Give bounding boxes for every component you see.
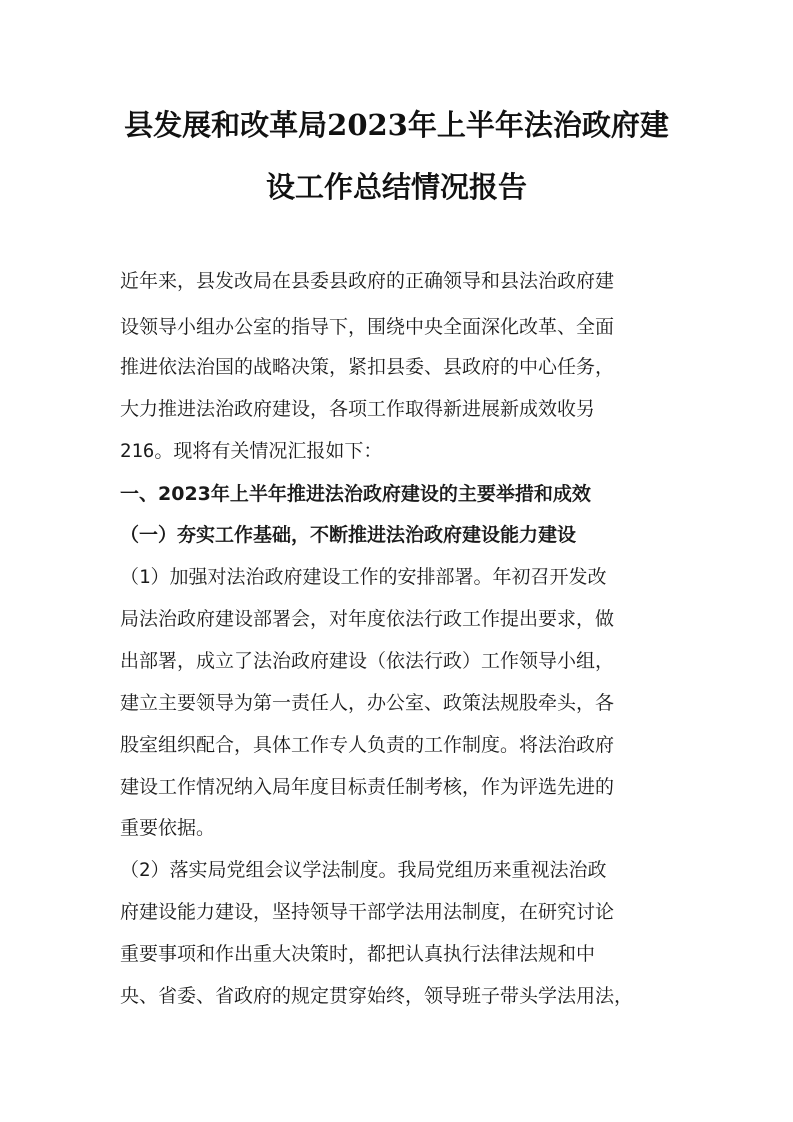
paragraph-line: 大力推进法治政府建设，各项工作取得新进展新成效收另 [120,398,596,420]
document-title-line-1: 县发展和改革局2023年上半年法治政府建 [124,108,669,142]
paragraph-line: 216。现将有关情况汇报如下： [120,440,383,462]
paragraph-line: 局法治政府建设部署会，对年度依法行政工作提出要求，做 [120,608,615,630]
subsection-heading: （一）夯实工作基础，不断推进法治政府建设能力建设 [120,524,577,546]
paragraph-line: 重要事项和作出重大决策时，都把认真执行法律法规和中 [120,943,596,965]
section-heading: 一、2023年上半年推进法治政府建设的主要举措和成效 [120,483,591,505]
paragraph-line: 建立主要领导为第一责任人，办公室、政策法规股牵头，各 [120,692,615,714]
document-title-line-2: 设工作总结情况报告 [265,170,527,204]
paragraph-line: 设领导小组办公室的指导下，围绕中央全面深化改革、全面 [120,316,615,338]
paragraph-line: 近年来，县发改局在县委县政府的正确领导和县法治政府建 [120,270,615,292]
paragraph-line: 股室组织配合，具体工作专人负责的工作制度。将法治政府 [120,734,615,756]
paragraph-line: 出部署，成立了法治政府建设（依法行政）工作领导小组， [120,650,615,672]
paragraph-line: （1）加强对法治政府建设工作的安排部署。年初召开发改 [120,566,607,588]
paragraph-line: 府建设能力建设，坚持领导干部学法用法制度，在研究讨论 [120,901,615,923]
paragraph-line: （2）落实局党组会议学法制度。我局党组历来重视法治政 [120,859,607,881]
paragraph-line: 推进依法治国的战略决策，紧扣县委、县政府的中心任务， [120,356,615,378]
paragraph-line: 建设工作情况纳入局年度目标责任制考核，作为评选先进的 [120,776,615,798]
paragraph-line: 重要依据。 [120,817,216,839]
paragraph-line: 央、省委、省政府的规定贯穿始终，领导班子带头学法用法， [120,985,634,1007]
